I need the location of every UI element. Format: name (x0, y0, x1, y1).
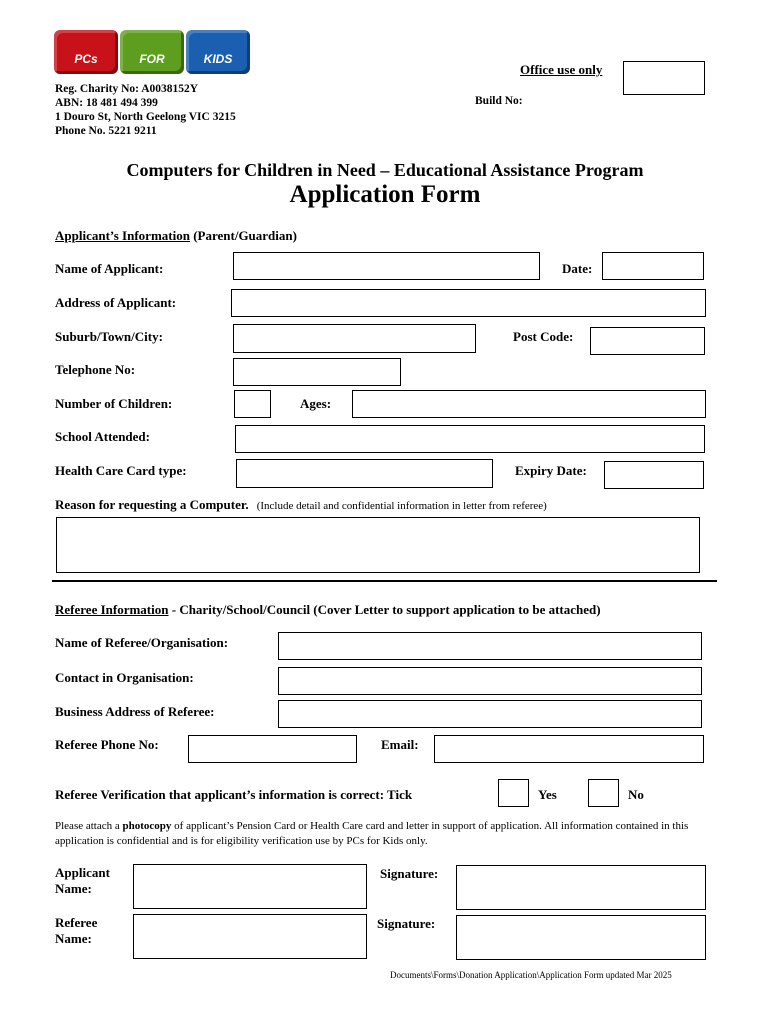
logo-for: FOR (120, 30, 184, 74)
no-checkbox[interactable] (588, 779, 619, 807)
hcc-field[interactable] (236, 459, 493, 488)
contact-label: Contact in Organisation: (55, 670, 194, 685)
expiry-label: Expiry Date: (515, 463, 587, 478)
date-field[interactable] (602, 252, 704, 280)
address-field[interactable] (231, 289, 706, 317)
footer-path: Documents\Forms\Donation Application\Application Form updated Mar 2025 (390, 970, 672, 980)
business-address-field[interactable] (278, 700, 702, 728)
verify-label: Referee Verification that applicant’s information is correct: Tick (55, 787, 413, 802)
contact-field[interactable] (278, 667, 702, 695)
office-use-label: Office use only (520, 62, 603, 77)
applicant-name-label: Applicant Name: (55, 865, 110, 896)
yes-checkbox[interactable] (498, 779, 529, 807)
yes-label: Yes (538, 787, 557, 802)
referee-phone-field[interactable] (188, 735, 357, 763)
expiry-field[interactable] (604, 461, 704, 489)
referee-name-field[interactable] (278, 632, 702, 660)
applicant-signature-field[interactable] (456, 865, 706, 910)
reason-field[interactable] (56, 517, 700, 573)
ages-label: Ages: (300, 396, 332, 411)
program-title: Computers for Children in Need – Educational Assistance Program (126, 160, 644, 180)
referee-name-sign-field[interactable] (133, 914, 367, 959)
referee-signature-field[interactable] (456, 915, 706, 960)
build-no-label: Build No: (475, 95, 523, 107)
postcode-field[interactable] (590, 327, 705, 355)
reg-charity: Reg. Charity No: A0038152Y (55, 83, 199, 95)
referee-signature-label: Signature: (377, 916, 436, 931)
referee-phone-label: Referee Phone No: (55, 737, 159, 752)
school-label: School Attended: (55, 429, 150, 444)
office-use-box[interactable] (623, 61, 705, 95)
org-address: 1 Douro St, North Geelong VIC 3215 (55, 111, 236, 123)
email-label: Email: (381, 737, 419, 752)
referee-name-label: Name of Referee/Organisation: (55, 635, 229, 650)
ages-field[interactable] (352, 390, 706, 418)
referee-heading-sub: - Charity/School/Council (Cover Letter to support application to be attached) (168, 602, 601, 617)
section-divider (52, 580, 717, 582)
org-details (55, 82, 236, 138)
applicant-name-field[interactable] (133, 864, 367, 909)
abn: ABN: 18 481 494 399 (55, 97, 158, 109)
applicant-heading: Applicant’s Information (55, 228, 190, 243)
suburb-field[interactable] (233, 324, 476, 353)
address-label: Address of Applicant: (55, 295, 177, 310)
page-title: Application Form (289, 181, 481, 208)
suburb-label: Suburb/Town/City: (55, 329, 163, 344)
name-field[interactable] (233, 252, 540, 280)
name-label: Name of Applicant: (55, 261, 164, 276)
postcode-label: Post Code: (513, 329, 574, 344)
children-field[interactable] (234, 390, 271, 418)
reason-note: (Include detail and confidential information in letter from referee) (256, 500, 547, 512)
telephone-label: Telephone No: (55, 362, 136, 377)
school-field[interactable] (235, 425, 705, 453)
no-label: No (628, 787, 644, 802)
reason-label: Reason for requesting a Computer. (55, 497, 249, 512)
referee-heading: Referee Information (55, 602, 169, 617)
logo-kids: KIDS (186, 30, 250, 74)
applicant-heading-sub: (Parent/Guardian) (193, 228, 297, 243)
referee-name-sign-label: Referee Name: (55, 915, 98, 946)
attachment-note: Please attach a photocopy of applicant’s Pension Card or Health Care card and letter in support of application. All information contained in this application is confidential and is for eligibility verification use by PCs for Kids only. (55, 820, 689, 847)
applicant-signature-label: Signature: (380, 866, 439, 881)
telephone-field[interactable] (233, 358, 401, 386)
date-label: Date: (562, 261, 593, 276)
email-field[interactable] (434, 735, 704, 763)
children-label: Number of Children: (55, 396, 173, 411)
org-phone: Phone No. 5221 9211 (55, 125, 157, 137)
business-address-label: Business Address of Referee: (55, 704, 215, 719)
hcc-label: Health Care Card type: (55, 463, 187, 478)
logo-pcs: PCs (54, 30, 118, 74)
